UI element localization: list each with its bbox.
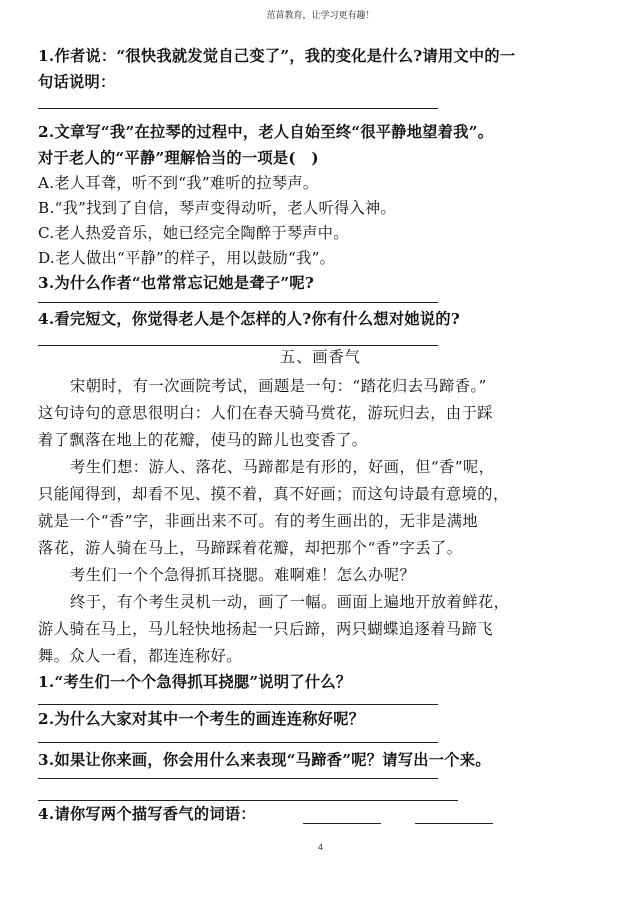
passage-paragraph-1 xyxy=(38,373,606,454)
page-header: 茁苗教育，让学习更有趣！ xyxy=(266,11,375,21)
page-number: 4 xyxy=(317,843,324,852)
question-2-text: 2.文章写“我”在拉琴的过程中，老人自始至终“很平静地望着我”。 xyxy=(38,123,494,141)
passage-line: 考生们想：游人、落花、马蹄都是有形的，好画，但“香”呢， xyxy=(70,458,495,476)
question-2-text-cont: 对于老人的“平静”理解恰当的一项是( ) xyxy=(38,149,319,167)
question-3-text: 3.为什么作者“也常常忘记她是聋子”呢? xyxy=(38,274,315,292)
section-title: 五、画香气 xyxy=(280,348,361,366)
passage-paragraph-3 xyxy=(38,562,606,589)
answer-line-3[interactable] xyxy=(38,302,438,303)
answer-blank-2[interactable] xyxy=(415,823,493,824)
passage-line: 只能闻得到，却看不见、摸不着，真不好画；而这句诗最有意境的， xyxy=(38,485,509,503)
answer-line-1[interactable] xyxy=(38,108,438,109)
section-question-4: 4.请你写两个描写香气的词语： xyxy=(38,805,256,823)
passage-line: 着了飘落在地上的花瓣，使马的蹄儿也变香了。 xyxy=(38,431,368,449)
section-question-3: 3.如果让你来画，你会用什么来表现“马蹄香”呢？请写出一个来。 xyxy=(38,751,491,769)
answer-line-s3a[interactable] xyxy=(38,778,438,779)
question-1-text: 1.作者说：“很快我就发觉自己变了”，我的变化是什么?请用文中的一 xyxy=(38,47,516,65)
question-1-text-cont: 句话说明： xyxy=(38,73,116,91)
option-d: D.老人做出“平静”的样子，用以鼓励“我”。 xyxy=(38,249,336,267)
passage-line: 游人骑在马上，马儿轻快地扬起一只后蹄，两只蝴蝶追逐着马蹄飞 xyxy=(38,620,493,638)
passage-line: 宋朝时，有一次画院考试，画题是一句：“踏花归去马蹄香。” xyxy=(70,377,487,395)
passage-line: 这句诗句的意思很明白：人们在春天骑马赏花，游玩归去，由于踩 xyxy=(38,404,493,422)
passage-paragraph-2 xyxy=(38,454,606,562)
section-question-1: 1.“考生们一个个急得抓耳挠腮”说明了什么？ xyxy=(38,673,352,691)
passage-line: 考生们一个个急得抓耳挠腮。难啊难！怎么办呢？ xyxy=(70,566,416,584)
option-a: A.老人耳聋，听不到“我”难听的拉琴声。 xyxy=(38,174,319,192)
question-4-text: 4.看完短文，你觉得老人是个怎样的人?你有什么想对她说的? xyxy=(38,310,461,328)
section-question-2: 2.为什么大家对其中一个考生的画连连称好呢？ xyxy=(38,710,365,728)
answer-blank-1[interactable] xyxy=(303,823,381,824)
answer-line-s1[interactable] xyxy=(38,704,438,705)
answer-line-s2[interactable] xyxy=(38,742,438,743)
passage-paragraph-4 xyxy=(38,589,606,670)
passage-line: 落花，游人骑在马上，马蹄踩着花瓣，却把那个“香”字丢了。 xyxy=(38,539,463,557)
passage-line: 终于，有个考生灵机一动，画了一幅。画面上遍地开放着鲜花， xyxy=(70,593,510,611)
option-b: B.“我”找到了自信，琴声变得动听，老人听得入神。 xyxy=(38,199,396,217)
option-c: C.老人热爱音乐，她已经完全陶醉于琴声中。 xyxy=(38,224,349,242)
answer-line-s3b[interactable] xyxy=(38,800,458,801)
passage-line: 舞。众人一看，都连连称好。 xyxy=(38,647,242,665)
passage-line: 就是一个“香”字，非画出来不可。有的考生画出的，无非是满地 xyxy=(38,512,479,530)
